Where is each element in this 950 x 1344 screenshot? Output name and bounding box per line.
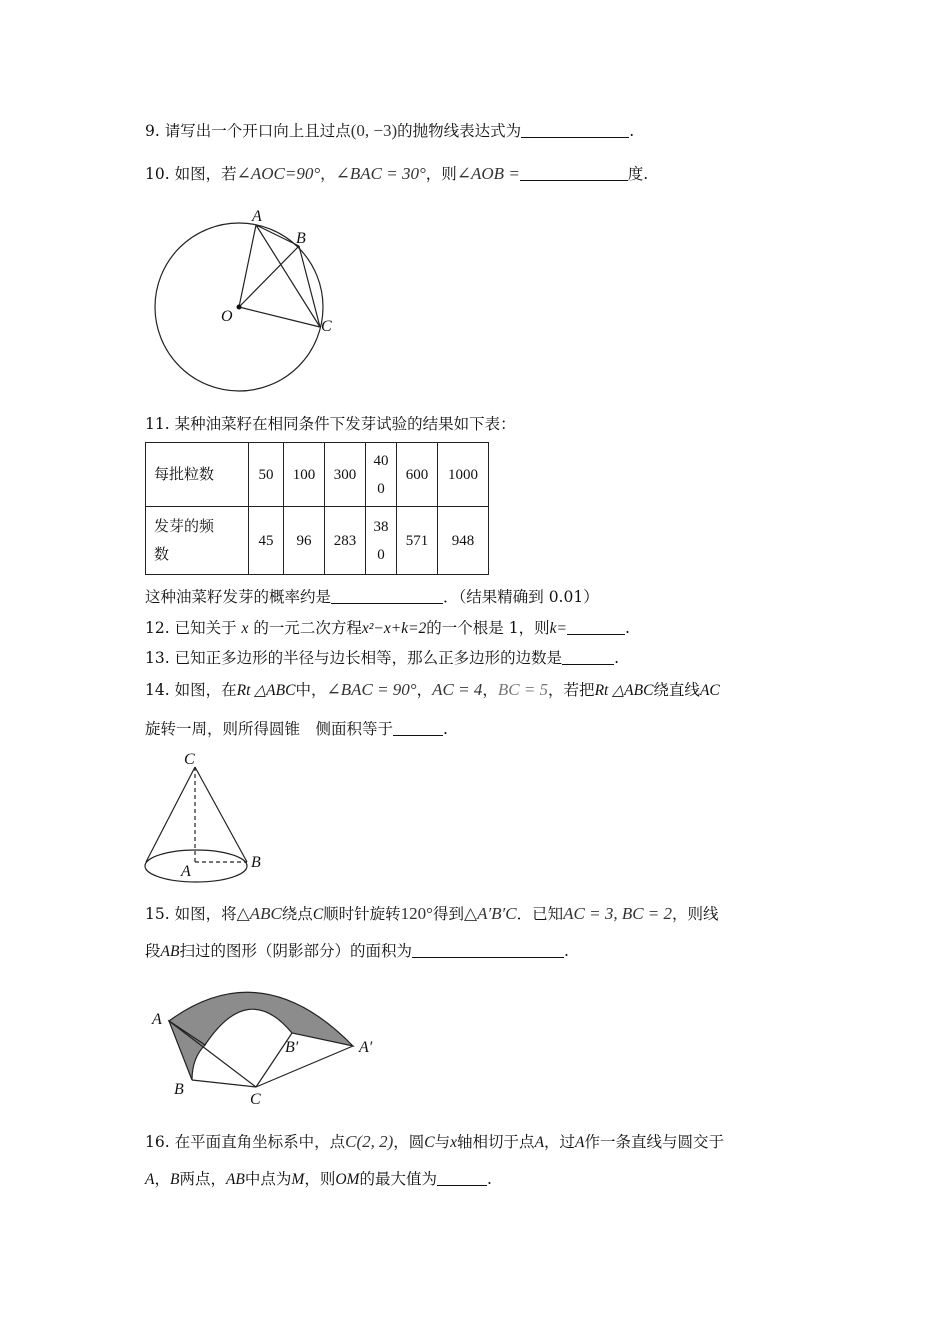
- q12-answer-blank[interactable]: [567, 618, 625, 635]
- q16-segment-om: OM: [335, 1171, 360, 1188]
- q10-sep: ，: [320, 165, 336, 183]
- table-cell-part: 0: [377, 480, 385, 497]
- table-row: [146, 443, 489, 507]
- q16-line2-g: 的最大值为: [359, 1170, 437, 1188]
- table-cell: 50: [249, 443, 284, 507]
- q10-label-o: O: [221, 308, 233, 325]
- table-cell: 45: [249, 507, 284, 575]
- q10-label-c: C: [321, 318, 332, 335]
- q15-triangle-2: △A′B′C: [464, 904, 517, 923]
- q15-label-b-prime: B′: [285, 1039, 299, 1056]
- q11-text: 某种油菜籽在相同条件下发芽试验的结果如下表：: [174, 415, 516, 433]
- q15-segment-ab: AB: [160, 943, 180, 960]
- q10-text-pre: 如图，若: [174, 165, 237, 183]
- question-14-line-2: [145, 718, 448, 740]
- table-cell: 1000: [438, 443, 489, 507]
- q15-shaded-sector: [169, 992, 353, 1046]
- table-cell: 100: [284, 443, 325, 507]
- q14-label-b: B: [251, 854, 261, 871]
- q12-end: .: [624, 619, 630, 637]
- q14-label-a: A: [181, 863, 191, 880]
- question-15-line-2: [145, 940, 569, 963]
- q10-end: 度.: [627, 165, 649, 183]
- table-cell-part: 40: [373, 452, 389, 469]
- q15-label-a-prime: A′: [359, 1039, 373, 1056]
- q12-equation: x²−x+k=2: [361, 620, 427, 637]
- q9-text-post: 的抛物线表达式为: [397, 122, 522, 140]
- q14-answer-blank[interactable]: [393, 719, 443, 736]
- q16-point-a: A: [534, 1134, 545, 1151]
- q10-segment-oc: [239, 307, 320, 327]
- table-cell: [366, 443, 397, 507]
- q15-text-mid3: 得到: [432, 905, 464, 923]
- q15-end: .: [563, 942, 569, 960]
- q14-rt-triangle: Rt △ABC: [236, 682, 296, 699]
- question-9: [145, 120, 634, 142]
- q16-point: C(2, 2): [345, 1132, 394, 1151]
- q15-label-c: C: [250, 1091, 261, 1108]
- q16-text-mid2: 与: [434, 1133, 451, 1151]
- q15-line2-post: 扫过的图形（阴影部分）的面积为: [179, 942, 412, 960]
- q15-text-mid4: ．已知: [516, 905, 564, 923]
- question-12: [145, 617, 630, 640]
- question-14: 14. 如图，在Rt △ABC中，∠BAC = 90°，AC = 4，BC = 5，若把Rt △ABC绕直线AC: [145, 680, 720, 699]
- q14-line2: 旋转一周，则所得圆锥 侧面积等于: [145, 720, 394, 738]
- q14-number: 14.: [145, 681, 170, 699]
- question-10: [145, 163, 648, 185]
- q16-text-pre: 在平面直角坐标系中，点: [174, 1133, 346, 1151]
- table-cell: 96: [284, 507, 325, 575]
- q16-segment-ab: AB: [225, 1171, 245, 1188]
- q16-line2-f: ，则: [304, 1170, 336, 1188]
- q16-point-a-2: A: [575, 1134, 585, 1151]
- q15-text-mid5: ，则线: [672, 905, 719, 923]
- q16-text-mid3: 轴相切于点: [457, 1133, 535, 1151]
- q11-followup: [145, 586, 599, 608]
- q16-text-mid: ，圆: [393, 1133, 425, 1151]
- q15-label-a: A: [152, 1011, 162, 1028]
- q12-text-mid: 的一元二次方程: [248, 619, 362, 637]
- q14-cond-3: BC = 5: [497, 680, 549, 699]
- q9-text-pre: 请写出一个开口向上且过点: [164, 122, 351, 140]
- q15-rotation-figure: [140, 970, 390, 1110]
- q15-number: 15.: [145, 905, 170, 923]
- q14-text-pre: 如图，在: [174, 681, 237, 699]
- q12-var-x: x: [241, 620, 249, 637]
- q13-answer-blank[interactable]: [562, 648, 614, 665]
- q14-cone-figure: [138, 745, 273, 895]
- q10-label-a: A: [252, 208, 262, 225]
- q14-line-ac: AC: [699, 682, 720, 699]
- q12-text-pre: 已知关于: [174, 619, 237, 637]
- q9-number: 9.: [145, 122, 160, 140]
- q15-triangle: △ABC: [236, 904, 282, 923]
- table-head-part: 发芽的频: [154, 518, 215, 535]
- q14-end: .: [443, 720, 448, 738]
- q10-label-b: B: [296, 230, 306, 247]
- q12-text-post: 的一个根是 1，则: [426, 619, 550, 637]
- q9-end: .: [629, 122, 635, 140]
- question-16: [145, 1131, 724, 1154]
- q10-segment-ob: [239, 246, 299, 307]
- table-cell-head: [146, 507, 249, 575]
- table-cell: 600: [397, 443, 438, 507]
- table-cell-part: 0: [377, 546, 385, 563]
- q13-number: 13.: [145, 649, 170, 667]
- question-11: [145, 413, 516, 435]
- q11-after-post: ．（结果精确到 0.01）: [443, 588, 599, 606]
- q15-text-mid2: 顺时针旋转: [323, 905, 401, 923]
- question-15: [145, 903, 719, 926]
- table-cell-part: 38: [373, 518, 389, 535]
- q16-number: 16.: [145, 1133, 170, 1151]
- q14-text-mid: 中，: [295, 681, 327, 699]
- q9-answer-blank[interactable]: [521, 121, 629, 138]
- q15-text-pre: 如图，将: [174, 905, 237, 923]
- q16-answer-blank[interactable]: [437, 1169, 487, 1186]
- q13-text: 已知正多边形的半径与边长相等，那么正多边形的边数是: [174, 649, 563, 667]
- q10-text-mid: ，则: [425, 165, 457, 183]
- q11-data-table: [145, 442, 489, 575]
- table-cell-head: 每批粒数: [146, 443, 249, 507]
- q16-text-mid4: ，过: [544, 1133, 576, 1151]
- q16-line2-b: ，: [154, 1170, 170, 1188]
- q11-answer-blank[interactable]: [331, 587, 443, 604]
- table-cell: 571: [397, 507, 438, 575]
- q15-condition: AC = 3, BC = 2: [563, 904, 673, 923]
- q10-circle-figure: [140, 200, 350, 400]
- q11-number: 11.: [145, 415, 170, 433]
- q16-circle-c: C: [424, 1134, 435, 1151]
- q16-line2-e: 中点为: [244, 1170, 292, 1188]
- q14-label-c: C: [184, 751, 195, 768]
- q10-segment-ao: [239, 225, 256, 307]
- table-row: [146, 507, 489, 575]
- q16-x-axis: x: [450, 1134, 458, 1151]
- q10-answer-blank[interactable]: [520, 164, 628, 181]
- q14-cond-2: AC = 4: [432, 680, 483, 699]
- q15-segment-cap: [256, 1046, 353, 1087]
- table-cell: 948: [438, 507, 489, 575]
- q16-end: .: [486, 1170, 492, 1188]
- q14-cone-left-edge: [146, 767, 195, 862]
- q10-condition-1: ∠AOC=90°: [236, 164, 321, 183]
- q16-text-mid5: 作一条直线与圆交于: [584, 1133, 725, 1151]
- question-16-line-2: [145, 1168, 492, 1191]
- table-cell: 283: [325, 507, 366, 575]
- q10-condition-2: ∠BAC = 30°: [335, 164, 426, 183]
- q13-end: .: [614, 649, 620, 667]
- q14-cone-right-edge: [195, 767, 247, 862]
- q14-cone-base: [145, 850, 247, 882]
- table-cell: 300: [325, 443, 366, 507]
- q14-cond-1: ∠BAC = 90°: [326, 680, 417, 699]
- q12-k: k=: [549, 620, 567, 637]
- table-cell: [366, 507, 397, 575]
- q15-point-c: C: [312, 906, 324, 923]
- q15-text-mid1: 绕点: [281, 905, 313, 923]
- question-13: [145, 647, 619, 669]
- q12-number: 12.: [145, 619, 170, 637]
- q10-segment-bc: [299, 246, 320, 327]
- q9-point: (0, −3): [350, 121, 398, 140]
- table-head-part: 数: [154, 546, 170, 563]
- q15-answer-blank[interactable]: [412, 941, 564, 958]
- q11-after-pre: 这种油菜籽发芽的概率约是: [145, 588, 332, 606]
- q14-text-post-a: ，若把: [548, 681, 595, 699]
- q15-angle: 120°: [400, 904, 433, 923]
- q16-point-m: M: [291, 1171, 305, 1188]
- q15-line2-pre: 段: [145, 942, 161, 960]
- q10-ask: ∠AOB =: [456, 164, 520, 183]
- q10-number: 10.: [145, 165, 170, 183]
- q16-line2-c: B: [169, 1171, 180, 1188]
- q10-center-dot: [237, 305, 242, 310]
- q14-text-post-b: 绕直线: [653, 681, 700, 699]
- q16-line2-d: 两点，: [179, 1170, 226, 1188]
- q14-rt-triangle-2: Rt △ABC: [594, 682, 654, 699]
- q15-label-b: B: [174, 1081, 184, 1098]
- q16-line2-a: A: [145, 1171, 155, 1188]
- q15-segment-bc: [192, 1080, 256, 1087]
